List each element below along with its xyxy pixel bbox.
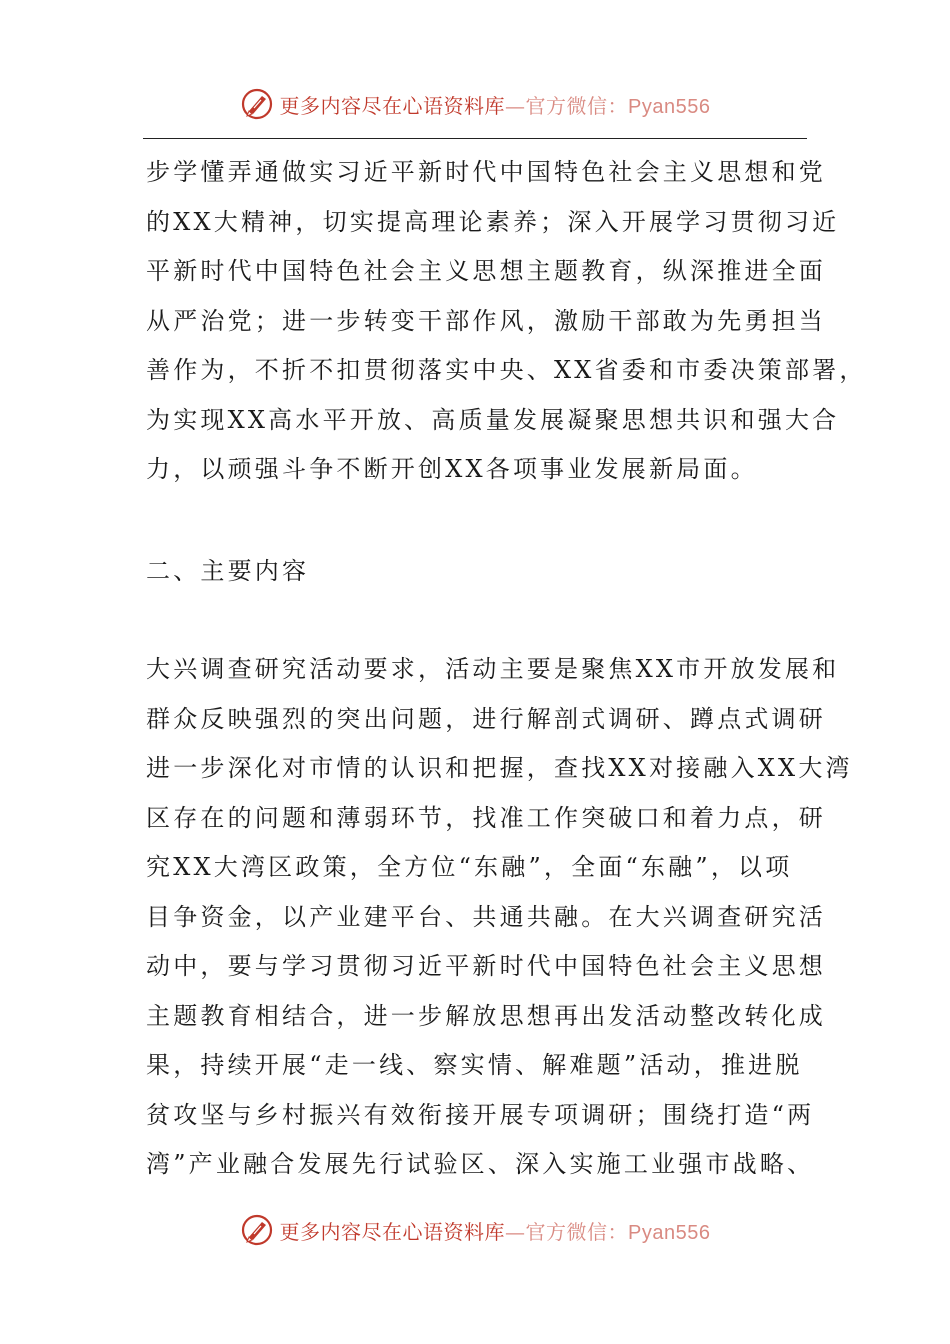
paragraph-line: 群众反映强烈的突出问题，进行解剖式调研、蹲点式调研 (146, 704, 826, 733)
paragraph-line: 贫攻坚与乡村振兴有效衔接开展专项调研；围绕打造“两 (146, 1100, 815, 1129)
paragraph-1 (146, 148, 867, 495)
header-banner (0, 84, 950, 124)
paragraph-line: 湾”产业融合发展先行试验区、深入实施工业强市战略、 (146, 1150, 815, 1178)
paragraph-line: 善作为，不折不扣贯彻落实中央、XX省委和市委决策部署， (146, 356, 867, 384)
header-divider (143, 138, 807, 139)
header-banner-text: 更多内容尽在心语资料库—官方微信：Pyan556 (279, 93, 711, 118)
pen-logo-icon (240, 87, 274, 121)
paragraph-line: 目争资金，以产业建平台、共通共融。在大兴调查研究活 (146, 902, 826, 931)
paragraph-line: 进一步深化对市情的认识和把握，查找XX对接融入XX大湾 (146, 754, 853, 782)
pen-logo-icon (240, 1213, 274, 1247)
paragraph-line: 主题教育相结合，进一步解放思想再出发活动整改转化成 (146, 1001, 826, 1030)
footer-banner-text: 更多内容尽在心语资料库—官方微信：Pyan556 (279, 1219, 711, 1244)
paragraph-line: 步学懂弄通做实习近平新时代中国特色社会主义思想和党 (146, 158, 826, 186)
paragraph-line: 平新时代中国特色社会主义思想主题教育，纵深推进全面 (146, 257, 826, 285)
footer-banner (0, 1210, 950, 1250)
paragraph-line: 力，以顽强斗争不断开创XX各项事业发展新局面。 (146, 455, 758, 483)
paragraph-line: 动中，要与学习贯彻习近平新时代中国特色社会主义思想 (146, 952, 826, 980)
paragraph-line: 究XX大湾区政策，全方位“东融”，全面“东融”，以项 (146, 853, 793, 881)
section-heading-text: 二、主要内容 (146, 557, 310, 585)
paragraph-line: 区存在的问题和薄弱环节，找准工作突破口和着力点，研 (146, 803, 826, 832)
paragraph-line: 从严治党；进一步转变干部作风，激励干部敢为先勇担当 (146, 306, 826, 335)
paragraph-line: 的XX大精神，切实提高理论素养；深入开展学习贯彻习近 (146, 207, 840, 236)
paragraph-line: 果，持续开展“走一线、察实情、解难题”活动，推进脱 (146, 1051, 803, 1079)
paragraph-2 (146, 645, 853, 1190)
paragraph-line: 大兴调查研究活动要求，活动主要是聚焦XX市开放发展和 (146, 655, 840, 683)
section-heading (146, 547, 812, 597)
paragraph-line: 为实现XX高水平开放、高质量发展凝聚思想共识和强大合 (146, 405, 840, 434)
